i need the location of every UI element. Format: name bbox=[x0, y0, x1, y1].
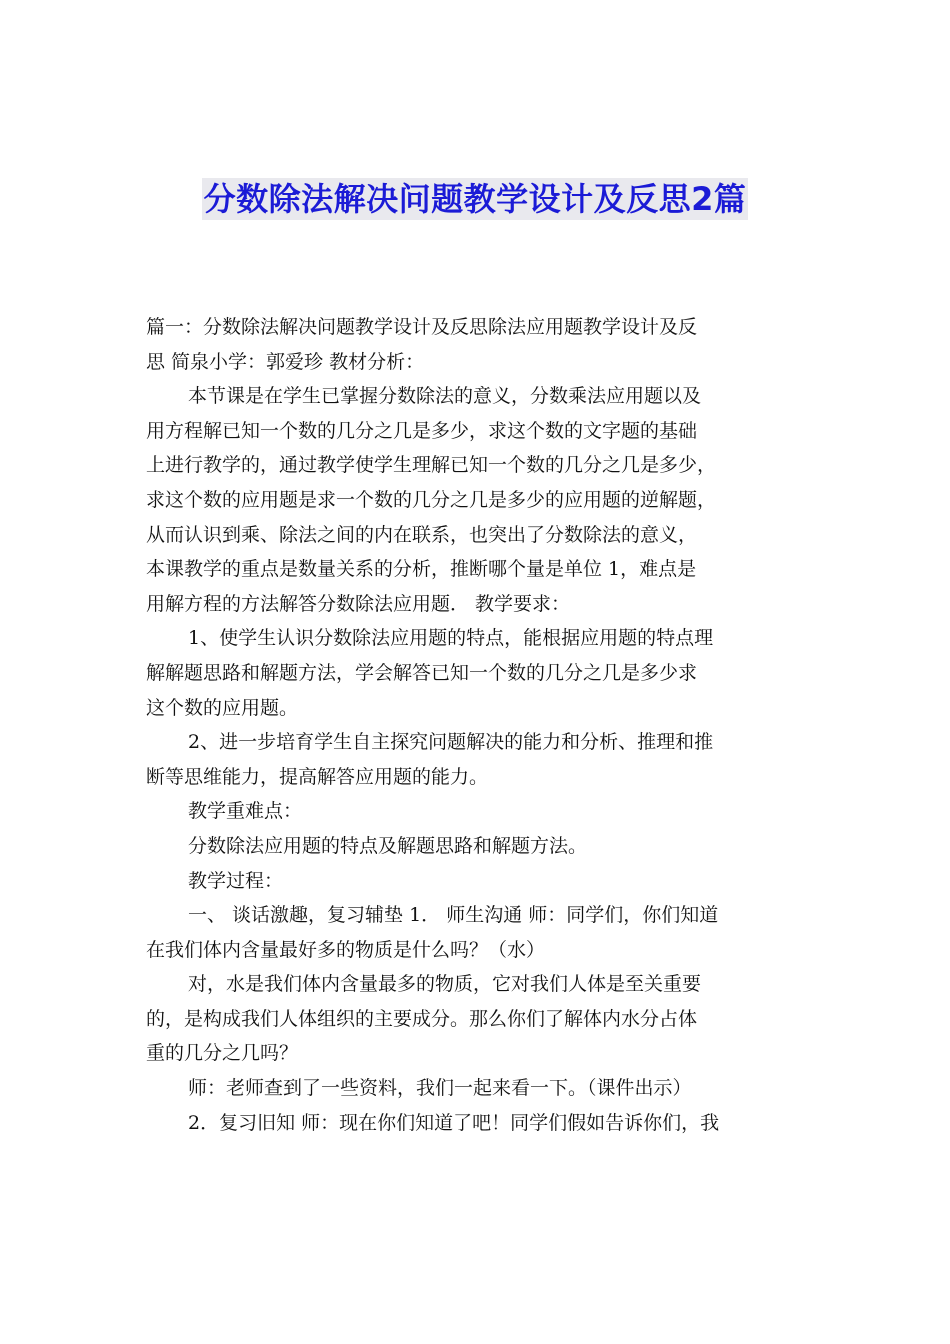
body-line: 用方程解已知一个数的几分之几是多少，求这个数的文字题的基础 bbox=[146, 419, 698, 442]
body-line: 本课教学的重点是数量关系的分析，推断哪个量是单位 1，难点是 bbox=[146, 558, 697, 581]
body-line: 教学重难点： bbox=[188, 800, 303, 823]
body-line: 一、 谈话激趣，复习辅垫 1． 师生沟通 师：同学们，你们知道 bbox=[188, 904, 719, 927]
body-line: 在我们体内含量最好多的物质是什么吗？（水） bbox=[146, 938, 546, 961]
document-title: 分数除法解决问题教学设计及反思2篇 bbox=[203, 180, 747, 218]
body-line: 对，水是我们体内含量最多的物质，它对我们人体是至关重要 bbox=[188, 973, 702, 996]
body-line: 重的几分之几吗？ bbox=[146, 1042, 299, 1065]
body-line: 2、进一步培育学生自主探究问题解决的能力和分析、推理和推 bbox=[188, 731, 714, 754]
body-line: 求这个数的应用题是求一个数的几分之几是多少的应用题的逆解题， bbox=[146, 488, 717, 511]
body-line: 分数除法应用题的特点及解题思路和解题方法。 bbox=[188, 834, 588, 857]
title-container bbox=[0, 178, 950, 220]
document-body bbox=[146, 310, 810, 1140]
body-line: 用解方程的方法解答分数除法应用题． 教学要求： bbox=[146, 592, 571, 615]
body-line: 从而认识到乘、除法之间的内在联系，也突出了分数除法的意义， bbox=[146, 523, 698, 546]
body-line: 本节课是在学生已掌握分数除法的意义，分数乘法应用题以及 bbox=[188, 385, 702, 408]
body-line: 教学过程： bbox=[188, 869, 284, 892]
body-line: 解解题思路和解题方法，学会解答已知一个数的几分之几是多少求 bbox=[146, 661, 698, 684]
body-line: 上进行教学的，通过教学使学生理解已知一个数的几分之几是多少， bbox=[146, 454, 717, 477]
body-line: 篇一：分数除法解决问题教学设计及反思除法应用题教学设计及反 bbox=[146, 316, 698, 338]
body-line: 师：老师查到了一些资料，我们一起来看一下。（课件出示） bbox=[188, 1077, 692, 1100]
body-line: 的，是构成我们人体组织的主要成分。那么你们了解体内水分占体 bbox=[146, 1007, 698, 1030]
body-line: 这个数的应用题。 bbox=[146, 696, 299, 719]
body-line: 思 简泉小学：郭爱珍 教材分析： bbox=[146, 350, 425, 373]
body-line: 1、使学生认识分数除法应用题的特点，能根据应用题的特点理 bbox=[188, 627, 714, 650]
body-line: 断等思维能力，提高解答应用题的能力。 bbox=[146, 765, 489, 788]
body-line: 2．复习旧知 师：现在你们知道了吧！同学们假如告诉你们，我 bbox=[188, 1111, 720, 1134]
